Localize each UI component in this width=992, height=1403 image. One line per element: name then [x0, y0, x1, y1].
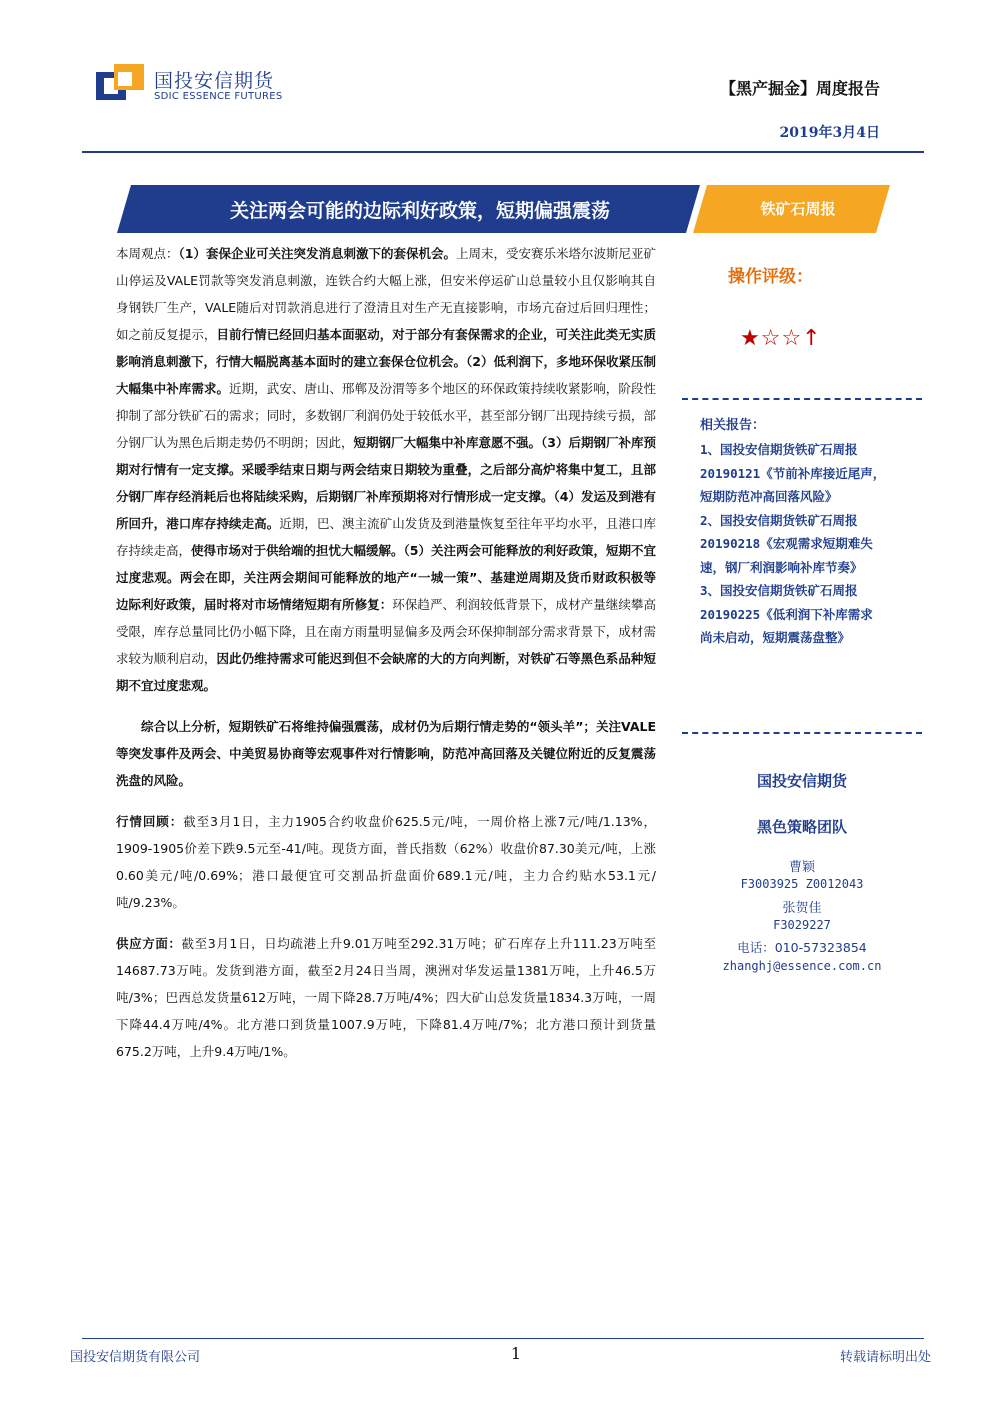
contact-phone: 电话：010-57323854: [737, 940, 867, 955]
weekly-view-segment: 近期，武安、唐山、邢郸及汾渭等多个地区的环保政策持续收紧影响，阶段性抑制了部分铁矿石的需求；同时，多数钢厂利润仍处于较低水平，甚至部分钢厂出现持续亏损，部分钢厂认为黑色后期走势仍不明朗；因此，: [116, 381, 656, 450]
weekly-view-paragraph: [116, 240, 656, 699]
analyst-2-name: 张贺佳: [782, 901, 822, 916]
logo-company-en: SDIC ESSENCE FUTURES: [154, 91, 283, 102]
related-reports-title: 相关报告：: [700, 418, 766, 433]
analyst-1-license: F3003925 Z0012043: [740, 877, 864, 891]
analyst-1-name: 曹颖: [788, 860, 815, 875]
weekly-view-segment: 环保趋严、利润较低背景下，成材产量继续攀高受限，库存总量同比仍小幅下降，且在南方雨量明显偏多及两会环保抑制部分需求背景下，成材需求较为顺利启动，: [116, 597, 656, 666]
related-report-line: 短期防范冲高回落风险》: [700, 489, 838, 504]
team-name: 黑色策略团队: [756, 818, 847, 836]
report-date: 2019年3月4日: [779, 125, 880, 141]
report-series: 【黑产掘金】周度报告: [719, 79, 880, 98]
footer-divider: [82, 1338, 924, 1339]
weekly-view-segment: 使得市场对于供给端的担忧大幅缓解。（5）关注两会可能释放的利好政策，短期不宜过度悲观。两会在即，关注两会期间可能释放的地产“一城一策”、基建逆周期及货币财政积极等边际利好政策，届时将对市场情绪短期有所修复：: [116, 543, 656, 612]
related-report-line: 尚未启动，短期震荡盘整》: [700, 630, 851, 645]
related-report-line: 1、国投安信期货铁矿石周报: [700, 442, 858, 457]
related-report-line: 3、国投安信期货铁矿石周报: [700, 583, 858, 598]
main-content: [116, 240, 656, 1065]
related-report-line: 速，钢厂利润影响补库节奏》: [700, 559, 863, 575]
weekly-view-segment: （1）套保企业可关注突发消息刺激下的套保机会。: [178, 246, 456, 261]
weekly-view-segment: 本周观点：: [116, 246, 179, 261]
related-reports-list: [700, 438, 922, 650]
weekly-view-segment: 近期，巴、澳主流矿山发货及到港量恢复至往年平均水平，且港口库存持续走高，: [116, 516, 656, 558]
analyst-2-license: F3029227: [773, 918, 831, 932]
weekly-view-segment: 短期钢厂大幅集中补库意愿不强。（3）后期钢厂补库预期对行情有一定支撑。采暖季结束日期与两会结束日期较为重叠，之后部分高炉将集中复工，且部分钢厂库存经消耗后也将陆续采购，后期钢厂补库预期将对行情形成一定支撑。（4）发运及到港有所回升，港口库存持续走高。: [116, 435, 656, 531]
weekly-view-segment: 因此仍维持需求可能迟到但不会缺席的大的方向判断，对铁矿石等黑色系品种短期不宜过度悲观。: [116, 651, 656, 693]
market-review-paragraph: [116, 808, 656, 916]
related-report-line: 20190225《低利润下补库需求: [700, 606, 873, 622]
supply-label: 供应方面：: [116, 936, 182, 951]
related-report-line: 2、国投安信期货铁矿石周报: [700, 512, 858, 528]
sidebar-divider-bottom: [682, 732, 922, 734]
summary-paragraph: 综合以上分析，短期铁矿石将维持偏强震荡，成材仍为后期行情走势的“领头羊”；关注VALE等突发事件及两会、中美贸易协商等宏观事件对行情影响，防范冲高回落及关键位附近的反复震荡洗盘的风险。: [116, 719, 656, 788]
rating-stars-icon: ★☆☆↑: [740, 326, 822, 351]
weekly-view-segment: 上周末，受安赛乐米塔尔波斯尼亚矿山停运及VALE罚款等突发消息刺激，连铁合约大幅上涨，但安米停运矿山总量较小且仅影响其自身钢铁厂生产，VALE随后对罚款消息进行了澄清且对生产无直接影响，市场亢奋过后回归理性；如之前反复提示，: [116, 246, 656, 342]
related-report-line: 20190121《节前补库接近尾声，: [700, 465, 886, 481]
page-number: 1: [510, 1344, 522, 1363]
supply-text: 截至3月1日，日均疏港上升9.01万吨至292.31万吨；矿石库存上升111.23万吨至14687.73万吨。发货到港方面，截至2月24日当周，澳洲对华发运量1381万吨，上升46.5万吨/3%；巴西总发货量612万吨，一周下降28.7万吨/4%；四大矿山总发货量1834.3万吨，一周下降44.4万吨/4%。北方港口到货量1007.9万吨，下降81.4万吨/7%；北方港口预计到货量675.2万吨，上升9.4万吨/1%。: [116, 936, 656, 1059]
report-category-tag: 铁矿石周报: [760, 200, 836, 218]
contact-email[interactable]: zhanghj@essence.com.cn: [722, 959, 882, 973]
sidebar-divider-top: [682, 398, 922, 400]
related-report-line: 20190218《宏观需求短期难失: [700, 536, 873, 551]
weekly-view-segment: 目前行情已经回归基本面驱动，对于部分有套保需求的企业，可关注此类无实质影响消息刺激下，行情大幅脱离基本面时的建立套保仓位机会。（2）低利润下，多地环保收紧压制大幅集中补库需求。: [116, 327, 656, 396]
market-review-text: 截至3月1日，主力1905合约收盘价625.5元/吨，一周价格上涨7元/吨/1.13%，1909-1905价差下跌9.5元至-41/吨。现货方面，普氏指数（62%）收盘价87.30美元/吨，上涨0.60美元/吨/0.69%；港口最便宜可交割品折盘面价689.1元/吨，主力合约贴水53.1元/吨/9.23%。: [116, 814, 656, 910]
footer-company: 国投安信期货有限公司: [70, 1350, 201, 1365]
supply-paragraph: [116, 930, 656, 1065]
logo-company-cn: 国投安信期货: [154, 70, 275, 92]
report-title: 关注两会可能的边际利好政策，短期偏强震荡: [229, 200, 610, 222]
rating-label: 操作评级：: [728, 267, 813, 287]
market-review-label: 行情回顾：: [116, 814, 184, 829]
team-company: 国投安信期货: [756, 772, 847, 790]
footer-notice: 转载请标明出处: [840, 1350, 932, 1365]
